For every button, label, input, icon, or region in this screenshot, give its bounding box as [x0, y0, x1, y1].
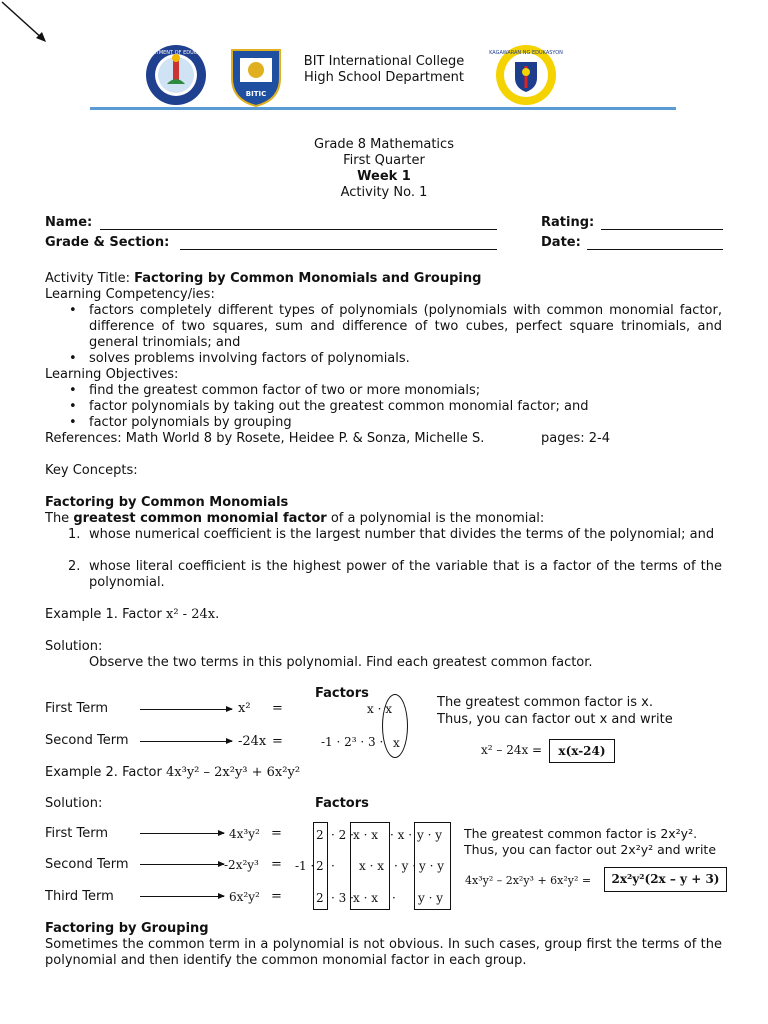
date-label: Date: — [541, 235, 581, 250]
common-monomials-heading: Factoring by Common Monomials — [45, 495, 289, 510]
example-1-second-x: x — [393, 736, 400, 750]
header-rule — [90, 107, 676, 110]
factor-cell: -1 · — [295, 859, 315, 873]
factor-cell: 2 — [316, 859, 324, 873]
grade-section-label: Grade & Section: — [45, 235, 170, 250]
name-field[interactable] — [100, 229, 497, 230]
example-2-first-term-label: First Term — [45, 826, 109, 841]
factor-cell: · 3 · — [331, 891, 354, 905]
example-1-first-term: x² — [238, 701, 251, 716]
factor-cell: · 2 · — [331, 828, 354, 842]
department-name: High School Department — [304, 70, 464, 85]
factor-cell: y · y — [418, 891, 444, 905]
factor-cell: 2 — [316, 828, 324, 842]
example-1-title: Example 1. Factor x² - 24x. — [45, 607, 220, 622]
factor-cell: x · x — [353, 891, 378, 905]
kagawaran-seal-logo — [489, 44, 563, 106]
example-2-factors-heading: Factors — [315, 796, 369, 811]
example-2-second-term-label: Second Term — [45, 857, 129, 872]
factor-cell: y · y — [419, 859, 445, 873]
example-2-first-term: 4x³y² — [229, 827, 260, 841]
school-logo — [228, 44, 284, 108]
example-1-result-box: x(x-24) — [549, 739, 615, 763]
factor-cell: 2 — [316, 891, 324, 905]
grouping-heading: Factoring by Grouping — [45, 921, 209, 936]
example-1-instruction: Observe the two terms in this polynomial. Find each greatest common factor. — [89, 655, 593, 670]
factor-cell: y · y — [417, 828, 443, 842]
objectives-heading: Learning Objectives: — [45, 367, 179, 382]
factor-cell: · — [331, 859, 335, 873]
example-1-first-term-label: First Term — [45, 701, 109, 716]
example-2-third-term-label: Third Term — [45, 889, 114, 904]
rating-field[interactable] — [601, 229, 723, 230]
deped-seal-logo — [139, 44, 213, 106]
example-1-first-factors: x · x — [367, 702, 392, 716]
example-1-second-term: -24x — [238, 734, 267, 749]
name-label: Name: — [45, 215, 93, 230]
corner-arrow-icon — [0, 0, 60, 50]
factor-cell: x · x — [353, 828, 378, 842]
week-title: Week 1 — [357, 169, 411, 184]
rating-label: Rating: — [541, 215, 595, 230]
gcmf-intro: The greatest common monomial factor of a polynomial is the monomial: — [45, 511, 545, 526]
school-name: BIT International College — [303, 54, 465, 69]
arrow-icon — [140, 864, 224, 865]
example-2-result-lhs: 4x³y² – 2x²y³ + 6x²y² = — [465, 874, 592, 887]
example-2-third-term: 6x²y² — [229, 890, 260, 904]
arrow-icon — [140, 709, 232, 710]
example-1-result-lhs: x² – 24x = — [481, 743, 543, 757]
quarter-title: First Quarter — [343, 153, 425, 168]
example-1-gcf-explanation: The greatest common factor is x. Thus, you can factor out x and write — [437, 695, 673, 727]
svg-text:DEPARTMENT OF EDUCATION: DEPARTMENT OF EDUCATION — [139, 50, 213, 56]
example-1-second-term-label: Second Term — [45, 733, 129, 748]
example-1-second-factors: -1 · 2³ · 3 · — [321, 735, 384, 749]
example-2-solution-label: Solution: — [45, 796, 103, 811]
example-2-title: Example 2. Factor 4x³y² – 2x²y³ + 6x²y² — [45, 765, 301, 780]
key-concepts-heading: Key Concepts: — [45, 463, 138, 478]
arrow-icon — [140, 833, 224, 834]
gcmf-condition-2: whose literal coefficient is the highest power of the variable that is a factor of the terms of the polynomial. — [89, 559, 722, 590]
example-2-gcf-line-2: Thus, you can factor out 2x²y² and write — [464, 842, 717, 857]
arrow-icon — [140, 741, 232, 742]
example-1-solution-label: Solution: — [45, 639, 103, 654]
subject-title: Grade 8 Mathematics — [314, 137, 454, 152]
factor-cell: · x · — [390, 828, 413, 842]
activity-title: Activity Title: Factoring by Common Monomials and Grouping — [45, 271, 482, 286]
grouping-text: Sometimes the common term in a polynomial is not obvious. In such cases, group first the terms of the polynomial and then identify the common monomial factor in each group. — [45, 937, 722, 968]
competency-item: • factors completely different types of polynomials (polynomials with common monomial factor, difference of two squares, sum and difference of two cubes, perfect square trinomials, and general trinomials; and — [89, 303, 722, 351]
gcf-circle-highlight — [382, 694, 408, 758]
reference-pages: pages: 2-4 — [541, 431, 610, 446]
example-2-result-box: 2x²y²(2x – y + 3) — [604, 867, 727, 892]
grade-section-field[interactable] — [180, 249, 497, 250]
objective-item: • factor polynomials by grouping — [89, 415, 292, 430]
example-1-factors-heading: Factors — [315, 686, 369, 701]
competency-item: • solves problems involving factors of polynomials. — [89, 351, 722, 366]
factor-cell: x · x — [359, 859, 384, 873]
arrow-icon — [140, 896, 224, 897]
example-2-gcf-line-1: The greatest common factor is 2x²y². — [464, 826, 698, 841]
svg-text:BITIC: BITIC — [245, 90, 267, 98]
objective-item: • find the greatest common factor of two or more monomials; — [89, 383, 480, 398]
factor-cell: · — [392, 891, 396, 905]
svg-text:KAGAWARAN NG EDUKASYON: KAGAWARAN NG EDUKASYON — [489, 50, 563, 56]
activity-number: Activity No. 1 — [340, 185, 428, 200]
factor-cell: · y · — [394, 859, 417, 873]
objective-item: • factor polynomials by taking out the greatest common monomial factor; and — [89, 399, 588, 414]
gcmf-condition-1: whose numerical coefficient is the largest number that divides the terms of the polynomial; and — [89, 527, 715, 542]
date-field[interactable] — [587, 249, 723, 250]
references: References: Math World 8 by Rosete, Heidee P. & Sonza, Michelle S. — [45, 431, 485, 446]
example-2-second-term: -2x²y³ — [224, 858, 259, 872]
competency-heading: Learning Competency/ies: — [45, 287, 215, 302]
